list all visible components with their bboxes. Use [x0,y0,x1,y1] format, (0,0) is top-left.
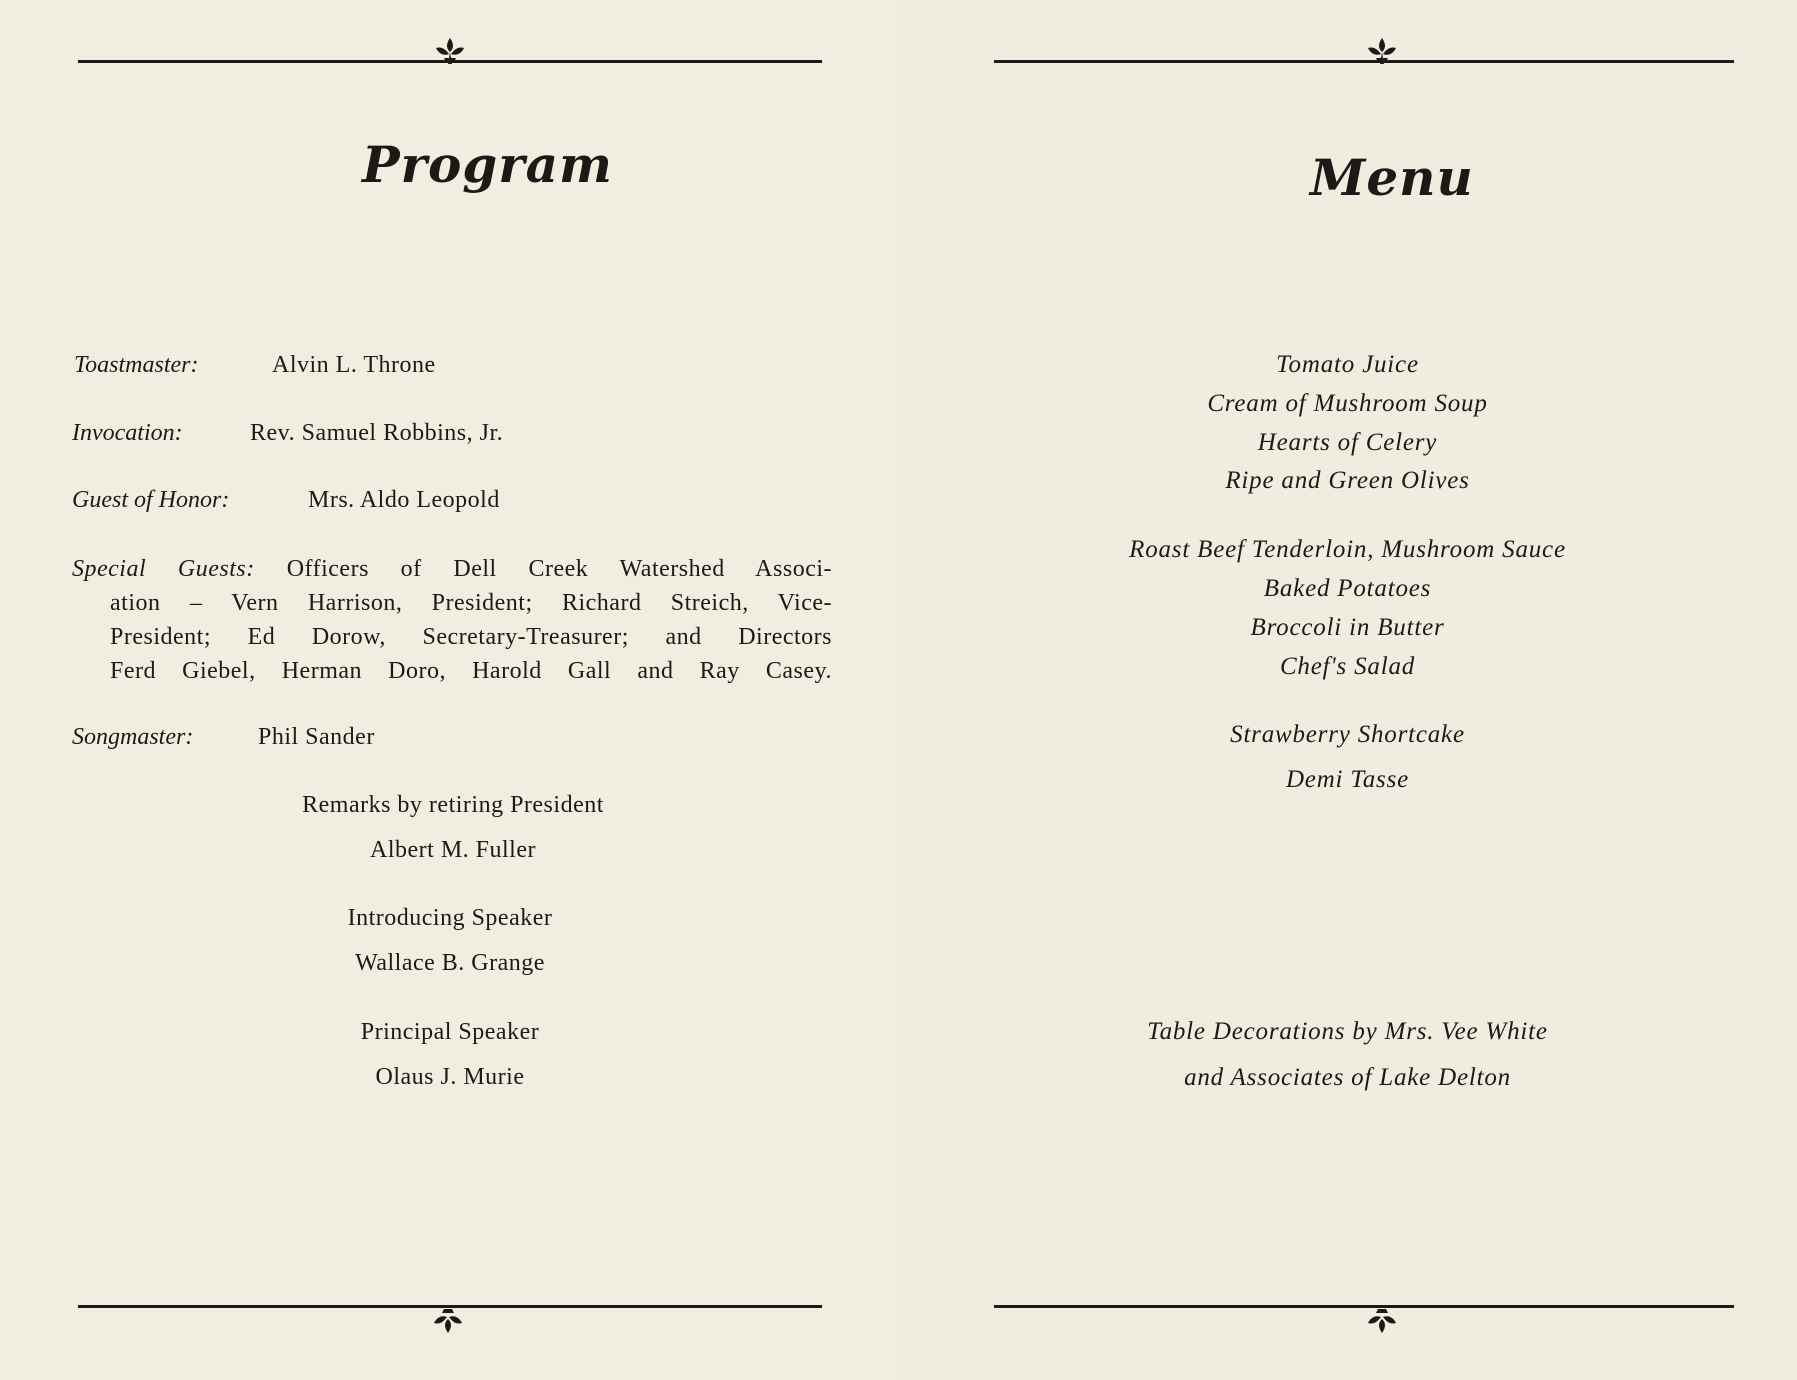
menu-item-3: Hearts of Celery [1257,429,1438,456]
speech-name-2: Wallace B. Grange [355,950,545,976]
special-guests-label: Special Guests: [72,556,255,582]
program-panel [0,0,898,1380]
menu-panel [898,0,1797,1380]
fleur-de-lis-ornament-icon [432,36,468,66]
menu-item-10: Demi Tasse [1285,766,1410,793]
invocation-label: Invocation: [72,420,183,446]
table-decorations-credit-1: Table Decorations by Mrs. Vee White [1147,1018,1548,1045]
table-decorations-credit-2: and Associates of Lake Delton [1184,1064,1511,1091]
menu-item-4: Ripe and Green Olives [1225,467,1470,494]
menu-item-6: Baked Potatoes [1263,575,1432,602]
fleur-de-lis-ornament-icon [1364,36,1400,66]
speech-role-3: Principal Speaker [360,1019,540,1045]
special-guests-line-2: ation – Vern Harrison, President; Richard Streich, Vice- [110,590,832,616]
toastmaster-name: Alvin L. Throne [272,352,436,378]
special-guests-line-3: President; Ed Dorow, Secretary-Treasurer; and Directors [110,624,832,650]
fleur-de-lis-ornament-icon [1364,1305,1400,1335]
menu-title: Menu [1310,148,1474,207]
menu-item-7: Broccoli in Butter [1250,614,1445,641]
menu-item-8: Chef's Salad [1279,653,1416,680]
toastmaster-label: Toastmaster: [74,352,199,378]
fleur-de-lis-ornament-icon [430,1305,466,1335]
speech-role-2: Introducing Speaker [347,905,553,931]
guest-of-honor-label: Guest of Honor: [72,487,230,513]
speech-name-1: Albert M. Fuller [370,837,536,863]
invocation-name: Rev. Samuel Robbins, Jr. [250,420,504,446]
menu-item-2: Cream of Mushroom Soup [1207,390,1488,417]
speech-role-1: Remarks by retiring President [302,792,604,818]
speech-name-3: Olaus J. Murie [375,1064,525,1090]
special-guests-paragraph [72,552,832,688]
special-guests-line-4: Ferd Giebel, Herman Doro, Harold Gall and Ray Casey. [110,658,832,684]
menu-item-1: Tomato Juice [1276,351,1419,378]
menu-item-5: Roast Beef Tenderloin, Mushroom Sauce [1129,536,1566,563]
program-title: Program [362,135,613,194]
songmaster-label: Songmaster: [72,724,194,750]
bleed-through-ghost-text [110,240,126,287]
special-guests-line-1: Officers of Dell Creek Watershed Associ- [286,556,833,582]
guest-of-honor-name: Mrs. Aldo Leopold [308,487,500,513]
songmaster-name: Phil Sander [258,724,375,750]
menu-item-9: Strawberry Shortcake [1230,721,1465,748]
